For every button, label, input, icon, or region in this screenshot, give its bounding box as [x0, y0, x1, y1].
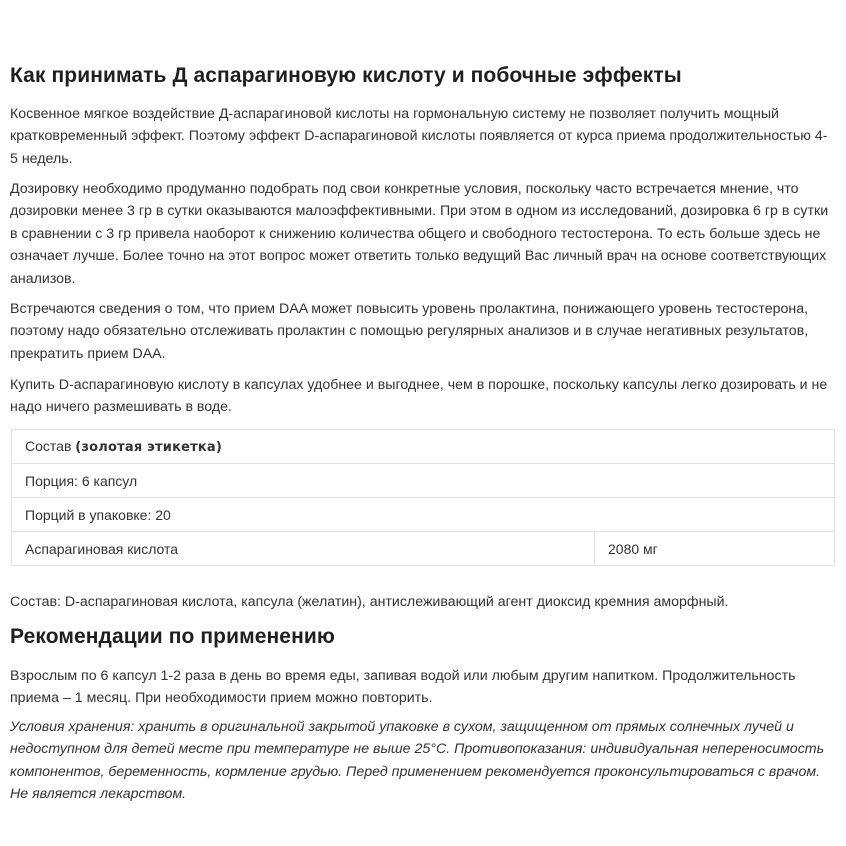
composition-label: Состав: [25, 438, 76, 454]
table-header-cell: [12, 430, 835, 464]
paragraph-buy: Купить D-аспарагиновую кислоту в капсулах удобнее и выгоднее, чем в порошке, поскольку капсулы легко дозировать и не надо ничего размешивать в воде.: [10, 377, 828, 416]
storage-text: Условия хранения: хранить в оригинальной закрытой упаковке в сухом, защищенном от прямых солнечных лучей и недоступном для детей месте при температуре не выше 25°C. Противопоказания: индивидуальная непереносимость компонентов, беременность, кормление грудью. Перед применением рекомендуется проконсультироваться с врачом. Не является лекарством.: [10, 719, 825, 803]
table-row: [12, 498, 835, 532]
recommendations-title: Рекомендации по применению: [10, 625, 335, 648]
article-title: Как принимать Д аспарагиновую кислоту и побочные эффекты: [10, 64, 682, 87]
ingredient-name-cell: Аспарагиновая кислота: [12, 532, 595, 566]
composition-text: Состав: D-аспарагиновая кислота, капсула (желатин), антислеживающий агент диоксид кремния аморфный.: [10, 594, 729, 610]
table-row: [12, 430, 835, 464]
usage-text: Взрослым по 6 капсул 1-2 раза в день во время еды, запивая водой или любым другим напитком. Продолжительность приема – 1 месяц. При необходимости прием можно повторить.: [10, 668, 796, 707]
paragraph-prolactin: Встречаются сведения о том, что прием DAA может повысить уровень пролактина, понижающего уровень тестостерона, поэтому надо обязательно отслеживать пролактин с помощью регулярных анализов и в случае негативных результатов, прекратить прием DAA.: [10, 301, 809, 362]
gold-label-note: (золотая этикетка): [75, 440, 222, 455]
table-row: [12, 532, 835, 566]
ingredient-amount-cell: 2080 мг: [595, 532, 835, 566]
servings-per-pack-cell: Порций в упаковке: 20: [12, 498, 835, 532]
paragraph-dosage: Дозировку необходимо продуманно подобрать под свои конкретные условия, поскольку часто встречается мнение, что дозировки менее 3 гр в сутки оказываются малоэффективными. При этом в одном из исследований, дозировка 6 гр в сутки в сравнении с 3 гр привела наоборот к снижению количества общего и свободного тестостерона. То есть больше здесь не означает лучше. Более точно на этот вопрос может ответить только ведущий Вас личный врач на основе соответствующих анализов.: [10, 181, 829, 287]
composition-table: [11, 429, 835, 566]
paragraph-effect: Косвенное мягкое воздействие Д-аспарагиновой кислоты на гормональную систему не позволяет получить мощный кратковременный эффект. Поэтому эффект D-аспарагиновой кислоты появляется от курса приема продолжительностью 4-5 недель.: [10, 106, 828, 167]
serving-cell: Порция: 6 капсул: [12, 464, 835, 498]
table-row: [12, 464, 835, 498]
